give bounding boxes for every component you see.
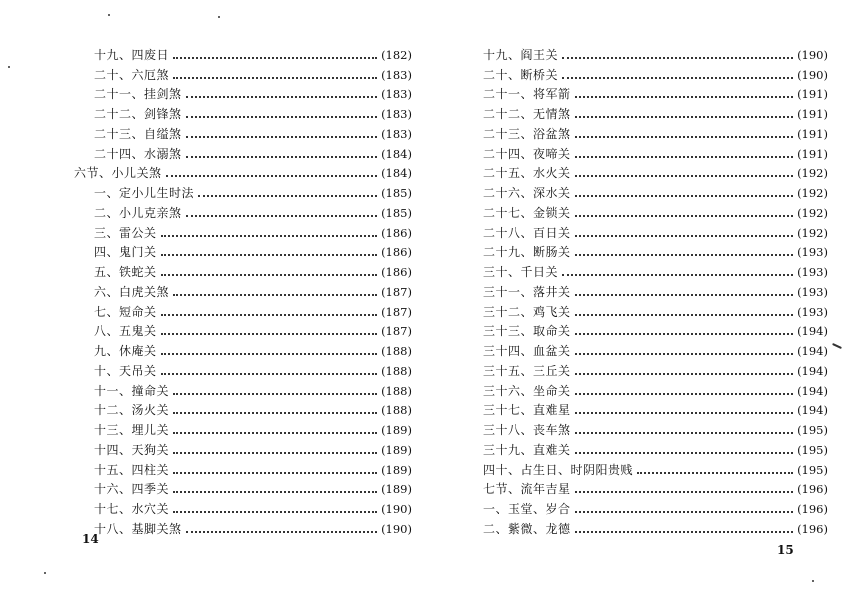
toc-entry <box>74 338 412 358</box>
toc-entry <box>483 496 828 516</box>
toc-entry-page: (183) <box>381 126 412 141</box>
dot-leader <box>186 530 378 533</box>
toc-entry-title: 二十八、百日关 <box>483 225 571 240</box>
dot-leader <box>173 76 377 79</box>
dot-leader <box>161 372 378 375</box>
toc-entry-title: 二十二、剑锋煞 <box>94 107 182 121</box>
scan-speck <box>44 572 46 574</box>
toc-entry-page: (193) <box>797 284 828 299</box>
toc-entry-page: (194) <box>797 403 828 418</box>
toc-entry <box>483 319 828 339</box>
toc-entry-title: 四十、占生日、时阴阳贵贱 <box>483 462 634 477</box>
dot-leader <box>575 510 794 513</box>
toc-entry-title: 二十九、断肠关 <box>483 245 571 260</box>
toc-entry-title: 二、紫微、龙德 <box>483 521 571 536</box>
toc-entry <box>74 42 412 62</box>
dot-leader <box>161 273 378 276</box>
toc-list-left <box>74 42 412 536</box>
toc-entry <box>74 101 412 121</box>
toc-entry <box>483 240 828 260</box>
toc-entry <box>74 220 412 240</box>
dot-leader <box>575 372 794 375</box>
dot-leader <box>575 95 794 98</box>
toc-entry-page: (188) <box>381 363 412 378</box>
toc-entry <box>483 200 828 220</box>
dot-leader <box>161 352 378 355</box>
toc-entry <box>74 437 412 457</box>
toc-entry <box>74 161 412 181</box>
toc-entry-title: 三十五、三丘关 <box>483 363 571 378</box>
dot-leader <box>173 490 377 493</box>
toc-entry-page: (184) <box>381 146 412 161</box>
dot-leader <box>575 392 794 395</box>
dot-leader <box>562 273 793 276</box>
toc-entry-title: 十三、埋儿关 <box>94 423 170 437</box>
dot-leader <box>575 135 794 138</box>
toc-entry-title: 二十一、将军箭 <box>483 87 571 102</box>
toc-entry-page: (185) <box>381 186 412 200</box>
toc-entry-page: (189) <box>381 423 412 437</box>
toc-entry-page: (192) <box>797 205 828 220</box>
toc-entry-page: (194) <box>797 344 828 358</box>
toc-entry-title: 二、小儿克亲煞 <box>94 205 182 220</box>
toc-entry <box>74 279 412 299</box>
dot-leader <box>575 451 794 454</box>
toc-entry-page: (195) <box>797 423 828 437</box>
dot-leader <box>562 56 793 59</box>
page-number-right: 15 <box>777 543 794 557</box>
toc-entry-title: 十九、四废日 <box>94 47 170 62</box>
toc-entry-title: 十五、四柱关 <box>94 462 170 477</box>
toc-entry-page: (186) <box>381 225 412 240</box>
toc-entry <box>483 220 828 240</box>
toc-entry-page: (185) <box>381 205 412 220</box>
toc-entry-page: (195) <box>797 462 828 477</box>
toc-entry <box>74 299 412 319</box>
toc-entry <box>483 299 828 319</box>
toc-entry <box>74 358 412 378</box>
toc-entry-page: (184) <box>381 166 412 181</box>
toc-entry-title: 二十四、水溺煞 <box>94 146 182 161</box>
toc-entry-page: (188) <box>381 403 412 418</box>
toc-entry-page: (182) <box>381 47 412 62</box>
toc-entry-title: 二十二、无情煞 <box>483 107 571 121</box>
toc-entry-title: 三、雷公关 <box>94 225 157 240</box>
toc-entry-page: (194) <box>797 324 828 339</box>
dot-leader <box>186 95 378 98</box>
toc-entry <box>483 516 828 536</box>
dot-leader <box>173 293 377 296</box>
toc-entry <box>483 358 828 378</box>
dot-leader <box>575 490 794 493</box>
toc-entry <box>74 82 412 102</box>
toc-entry-page: (189) <box>381 442 412 457</box>
toc-entry-page: (196) <box>797 521 828 536</box>
toc-entry-title: 十七、水穴关 <box>94 502 170 516</box>
toc-entry <box>74 496 412 516</box>
dot-leader <box>161 234 378 237</box>
toc-entry <box>483 161 828 181</box>
toc-entry-title: 三十八、丧车煞 <box>483 423 571 437</box>
dot-leader <box>161 313 378 316</box>
toc-entry-title: 三十、千日关 <box>483 265 559 279</box>
right-page <box>425 0 850 591</box>
toc-entry <box>483 437 828 457</box>
toc-entry-page: (187) <box>381 324 412 339</box>
toc-entry-page: (196) <box>797 482 828 497</box>
dot-leader <box>173 510 377 513</box>
toc-entry-title: 六、白虎关煞 <box>94 284 170 299</box>
toc-entry-title: 十八、基脚关煞 <box>94 521 182 536</box>
toc-entry-title: 一、定小儿生时法 <box>94 186 195 200</box>
toc-entry-title: 三十一、落井关 <box>483 284 571 299</box>
toc-entry-page: (189) <box>381 482 412 497</box>
scan-speck <box>108 14 110 16</box>
toc-entry-title: 二十五、水火关 <box>483 166 571 181</box>
dot-leader <box>575 313 794 316</box>
toc-entry-title: 十九、阎王关 <box>483 47 559 62</box>
toc-entry-title: 二十、断桥关 <box>483 67 559 82</box>
toc-entry-title: 十六、四季关 <box>94 482 170 497</box>
page-number-left: 14 <box>82 532 99 546</box>
toc-entry-page: (192) <box>797 225 828 240</box>
toc-entry-page: (186) <box>381 265 412 279</box>
toc-entry <box>74 259 412 279</box>
toc-entry <box>483 338 828 358</box>
dot-leader <box>161 332 378 335</box>
dot-leader <box>186 214 378 217</box>
scan-speck <box>8 66 10 68</box>
toc-entry <box>74 180 412 200</box>
dot-leader <box>173 392 377 395</box>
toc-entry-title: 五、铁蛇关 <box>94 265 157 279</box>
toc-entry <box>483 378 828 398</box>
toc-entry-title: 三十七、直难星 <box>483 403 571 418</box>
toc-entry-page: (191) <box>797 126 828 141</box>
dot-leader <box>173 471 377 474</box>
dot-leader <box>575 431 794 434</box>
toc-entry-title: 三十九、直难关 <box>483 442 571 457</box>
dot-leader <box>562 76 793 79</box>
dot-leader <box>575 214 794 217</box>
toc-entry-title: 三十六、坐命关 <box>483 383 571 398</box>
toc-entry-page: (190) <box>381 521 412 536</box>
toc-entry-page: (195) <box>797 442 828 457</box>
scan-speck <box>812 580 814 582</box>
toc-entry-title: 三十四、血盆关 <box>483 344 571 358</box>
toc-entry-page: (183) <box>381 107 412 121</box>
toc-entry-page: (190) <box>797 67 828 82</box>
toc-entry-title: 二十三、自缢煞 <box>94 126 182 141</box>
dot-leader <box>575 253 794 256</box>
toc-entry <box>483 417 828 437</box>
dot-leader <box>575 293 794 296</box>
toc-entry-page: (190) <box>797 47 828 62</box>
dot-leader <box>575 332 794 335</box>
toc-entry <box>483 180 828 200</box>
toc-entry-page: (186) <box>381 245 412 260</box>
toc-entry <box>74 240 412 260</box>
toc-entry-title: 二十一、挂剑煞 <box>94 87 182 102</box>
toc-entry-title: 七、短命关 <box>94 304 157 319</box>
dot-leader <box>186 115 378 118</box>
toc-entry-page: (188) <box>381 383 412 398</box>
toc-entry-page: (194) <box>797 363 828 378</box>
toc-entry <box>483 457 828 477</box>
toc-entry-page: (194) <box>797 383 828 398</box>
toc-entry-title: 三十二、鸡飞关 <box>483 304 571 319</box>
toc-entry-page: (191) <box>797 146 828 161</box>
toc-entry <box>483 259 828 279</box>
toc-entry <box>483 62 828 82</box>
toc-entry-title: 二十七、金锁关 <box>483 205 571 220</box>
toc-entry-title: 八、五鬼关 <box>94 324 157 339</box>
toc-entry <box>483 477 828 497</box>
dot-leader <box>575 194 794 197</box>
toc-entry-page: (188) <box>381 344 412 358</box>
toc-entry-title: 十四、天狗关 <box>94 442 170 457</box>
toc-entry <box>483 141 828 161</box>
dot-leader <box>186 135 378 138</box>
dot-leader <box>575 234 794 237</box>
toc-entry-page: (190) <box>381 502 412 516</box>
dot-leader <box>173 411 377 414</box>
toc-entry <box>483 82 828 102</box>
toc-entry-title: 二十四、夜啼关 <box>483 146 571 161</box>
toc-entry-page: (183) <box>381 67 412 82</box>
scan-speck <box>218 16 220 18</box>
toc-entry-page: (191) <box>797 107 828 121</box>
dot-leader <box>575 411 794 414</box>
toc-entry-title: 一、玉堂、岁合 <box>483 502 571 516</box>
toc-entry-title: 七节、流年吉星 <box>483 482 571 497</box>
toc-entry-title: 十一、撞命关 <box>94 383 170 398</box>
toc-entry-title: 十、天吊关 <box>94 363 157 378</box>
toc-entry <box>483 42 828 62</box>
toc-entry-title: 二十三、浴盆煞 <box>483 126 571 141</box>
toc-entry <box>483 101 828 121</box>
toc-entry <box>74 141 412 161</box>
toc-entry-page: (192) <box>797 166 828 181</box>
dot-leader <box>161 253 378 256</box>
toc-entry <box>74 457 412 477</box>
dot-leader <box>575 115 794 118</box>
dot-leader <box>637 471 793 474</box>
toc-entry-page: (192) <box>797 186 828 200</box>
toc-entry-page: (183) <box>381 87 412 102</box>
toc-entry <box>74 516 412 536</box>
toc-entry <box>483 279 828 299</box>
dot-leader <box>575 530 794 533</box>
toc-entry <box>74 319 412 339</box>
dot-leader <box>186 155 378 158</box>
toc-entry <box>74 62 412 82</box>
toc-entry <box>74 477 412 497</box>
toc-entry-page: (196) <box>797 502 828 516</box>
dot-leader <box>173 56 377 59</box>
toc-list-right <box>483 42 828 536</box>
toc-entry <box>74 417 412 437</box>
toc-entry <box>483 121 828 141</box>
toc-entry-page: (193) <box>797 265 828 279</box>
dot-leader <box>166 174 378 177</box>
toc-entry-page: (189) <box>381 462 412 477</box>
dot-leader <box>575 155 794 158</box>
toc-entry <box>74 200 412 220</box>
dot-leader <box>575 174 794 177</box>
dot-leader <box>198 194 377 197</box>
toc-entry-title: 三十三、取命关 <box>483 324 571 339</box>
toc-entry-page: (191) <box>797 87 828 102</box>
toc-entry-title: 四、鬼门关 <box>94 245 157 260</box>
toc-entry <box>74 398 412 418</box>
toc-entry-page: (187) <box>381 284 412 299</box>
toc-entry-page: (193) <box>797 245 828 260</box>
toc-entry-title: 二十六、深水关 <box>483 186 571 200</box>
dot-leader <box>173 431 377 434</box>
toc-entry <box>483 398 828 418</box>
toc-entry <box>74 121 412 141</box>
toc-entry <box>74 378 412 398</box>
toc-entry-title: 二十、六厄煞 <box>94 67 170 82</box>
toc-entry-page: (187) <box>381 304 412 319</box>
toc-entry-page: (193) <box>797 304 828 319</box>
toc-entry-title: 九、休庵关 <box>94 344 157 358</box>
toc-entry-title: 六节、小儿关煞 <box>74 166 162 181</box>
toc-entry-title: 十二、汤火关 <box>94 403 170 418</box>
dot-leader <box>173 451 377 454</box>
dot-leader <box>575 352 794 355</box>
